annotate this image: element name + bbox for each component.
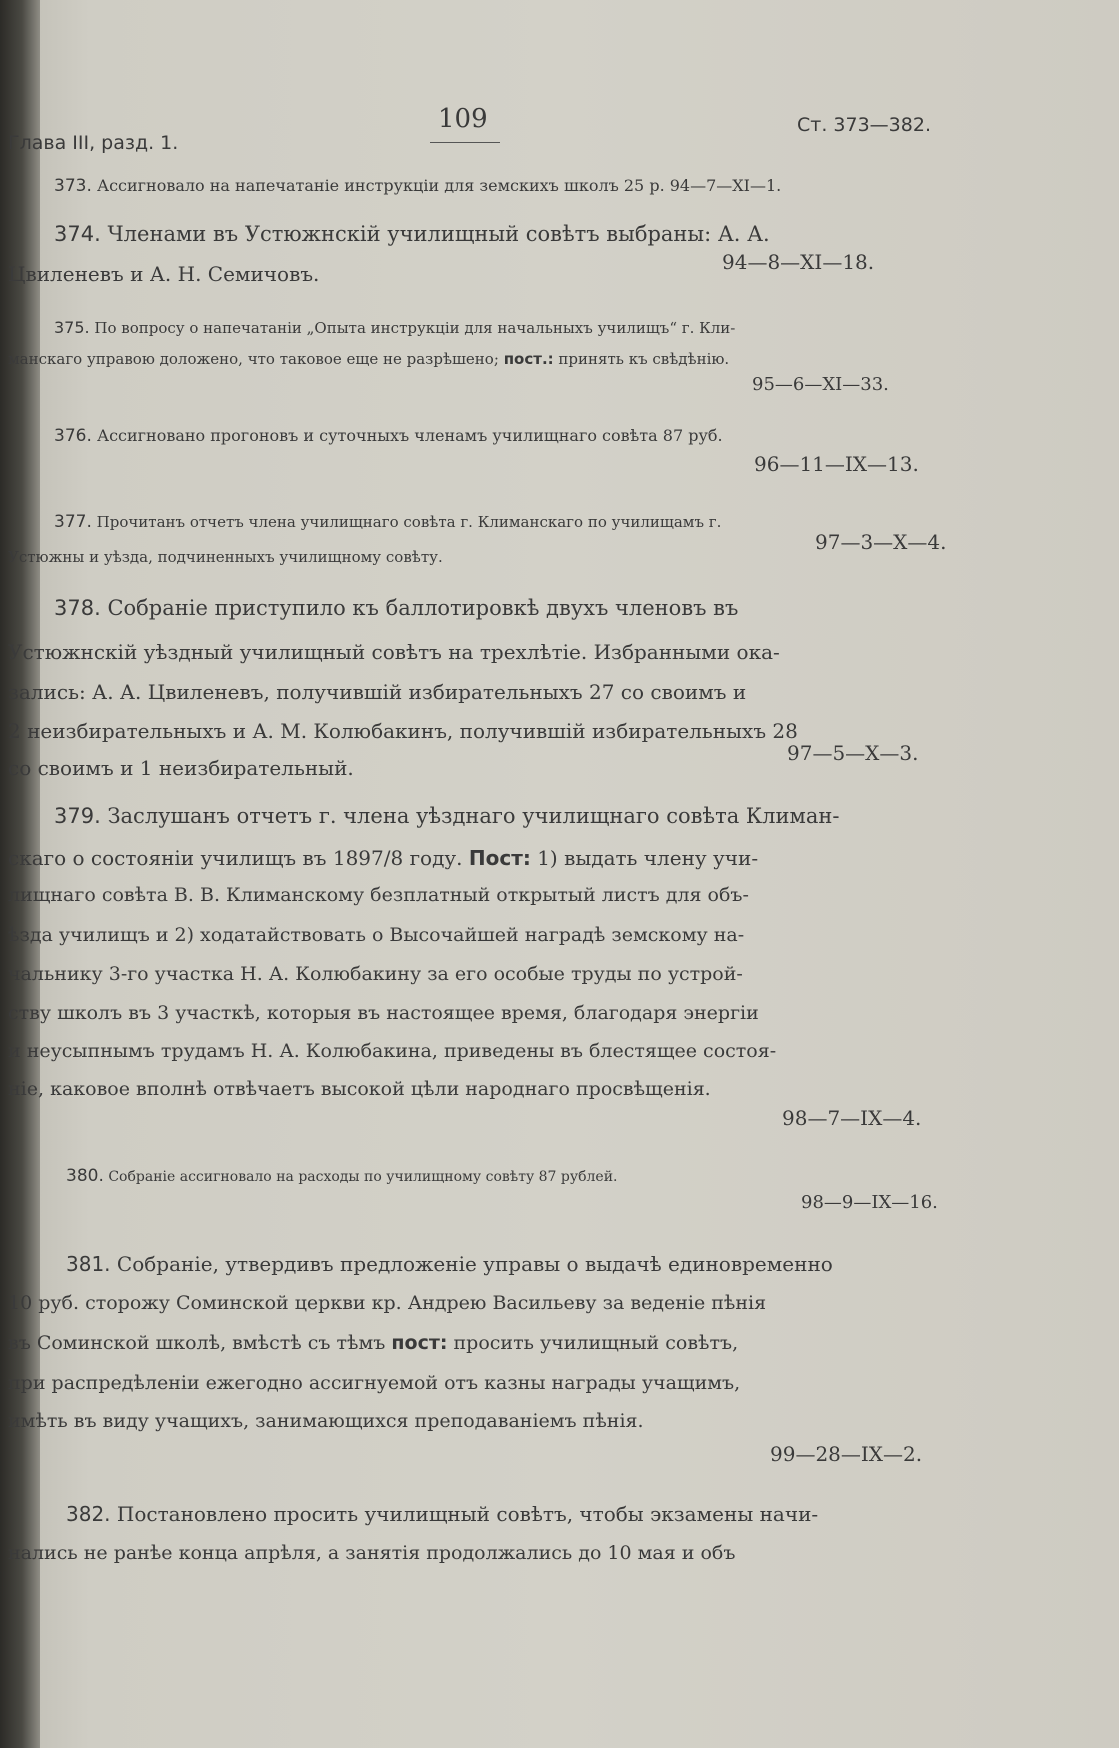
paragraph-line: Прочитанъ отчетъ члена училищнаго совѣта г. Климанскаго по училищамъ г. [96, 513, 722, 531]
reference-379: 98—7—IX—4. [782, 1106, 922, 1130]
paragraph-line: скаго о состояніи училищъ въ 1897/8 году. [8, 846, 463, 870]
paragraph-number: 373. [54, 176, 92, 196]
paragraph-line: Заслушанъ отчетъ г. члена уѣзднаго училищнаго совѣта Климан- [107, 804, 840, 828]
paragraph-line: Ассигновано прогоновъ и суточныхъ членамъ училищнаго совѣта 87 руб. [96, 426, 723, 445]
paragraph-377-line-2: Устюжны и уѣзда, подчиненныхъ училищному совѣту. [8, 548, 443, 566]
paragraph-line: Собраніе, утвердивъ предложеніе управы о выдачѣ единовременно [116, 1252, 833, 1276]
paragraph-number: 381. [66, 1252, 111, 1276]
paragraph-line: въ Соминской школѣ, вмѣстѣ съ тѣмъ [8, 1332, 386, 1354]
paragraph-number: 377. [54, 512, 92, 532]
paragraph-379-line-3: лищнаго совѣта В. В. Климанскому безплатный открытый листъ для объ- [8, 884, 749, 906]
reference-378: 97—5—X—3. [787, 741, 919, 765]
paragraph-378-line-1 [54, 596, 738, 620]
paragraph-number: 378. [54, 596, 101, 620]
paragraph-number: 376. [54, 426, 92, 446]
paragraph-379-line-2 [8, 846, 758, 870]
paragraph-line: просить училищный совѣтъ, [453, 1332, 739, 1354]
paragraph-381-line-4: при распредѣленіи ежегодно ассигнуемой отъ казны награды учащимъ, [8, 1372, 741, 1394]
paragraph-379-line-8: ніе, каковое вполнѣ отвѣчаетъ высокой цѣли народнаго просвѣщенія. [8, 1078, 711, 1100]
paragraph-line: 1) выдать члену учи- [537, 846, 759, 870]
reference-375: 95—6—XI—33. [752, 374, 889, 395]
paragraph-378-line-5: со своимъ и 1 неизбирательный. [8, 756, 354, 780]
paragraph-line: Ассигновало на напечатаніе инструкціи для земскихъ школъ 25 р. 94—7—XI—1. [96, 176, 782, 195]
paragraph-380 [66, 1166, 618, 1186]
reference-376: 96—11—IX—13. [754, 452, 919, 476]
paragraph-379-line-6: ству школъ въ 3 участкѣ, которыя въ настоящее время, благодаря энергіи [8, 1002, 759, 1024]
paragraph-number: 382. [66, 1502, 111, 1526]
reference-377: 97—3—X—4. [815, 530, 947, 554]
article-range: Ст. 373—382. [797, 114, 931, 136]
paragraph-number: 375. [54, 318, 90, 337]
paragraph-381-line-2: 10 руб. сторожу Соминской церкви кр. Андрею Васильеву за веденіе пѣнія [8, 1292, 767, 1314]
paragraph-374-line-1 [54, 222, 770, 246]
resolution-marker: пост.: [503, 350, 554, 368]
paragraph-378-line-3: зались: А. А. Цвиленевъ, получившій избирательныхъ 27 со своимъ и [8, 680, 747, 704]
paragraph-line: Членами въ Устюжнскій училищный совѣтъ выбраны: А. А. [107, 222, 770, 246]
page-number-rule [430, 142, 500, 143]
paragraph-line: манскаго управою доложено, что таковое еще не разрѣшено; [8, 350, 499, 368]
reference-380: 98—9—IX—16. [801, 1192, 938, 1213]
paragraph-378-line-2: Устюжнскій уѣздный училищный совѣтъ на трехлѣтіе. Избранными ока- [8, 640, 780, 664]
paragraph-379-line-5: чальнику 3-го участка Н. А. Колюбакину за его особые труды по устрой- [8, 963, 743, 985]
paragraph-373 [54, 176, 781, 196]
paragraph-379-line-1 [54, 804, 839, 828]
paragraph-line: Собраніе ассигновало на расходы по училищному совѣту 87 рублей. [108, 1169, 618, 1185]
page-number: 109 [438, 104, 488, 134]
paragraph-line: Постановлено просить училищный совѣтъ, чтобы экзамены начи- [116, 1502, 819, 1526]
paragraph-381-line-1 [66, 1252, 833, 1276]
paragraph-line: По вопросу о напечатаніи „Опыта инструкціи для начальныхъ училищъ“ г. Кли- [94, 319, 736, 337]
paragraph-374-line-2: Цвиленевъ и А. Н. Семичовъ. [8, 262, 320, 286]
paragraph-382-line-1 [66, 1502, 818, 1526]
resolution-marker: пост: [391, 1332, 448, 1354]
paragraph-line: Собраніе приступило къ баллотировкѣ двухъ членовъ въ [107, 596, 739, 620]
paragraph-375-line-1 [54, 318, 735, 337]
reference-374: 94—8—XI—18. [722, 250, 875, 274]
resolution-marker: Пост: [468, 846, 531, 870]
paragraph-number: 374. [54, 222, 101, 246]
paragraph-377-line-1 [54, 512, 721, 532]
paragraph-number: 379. [54, 804, 101, 828]
chapter-heading: Глава III, разд. 1. [8, 132, 179, 154]
paragraph-378-line-4: 2 неизбирательныхъ и А. М. Колюбакинъ, получившій избирательныхъ 28 [8, 719, 798, 743]
paragraph-382-line-2: нались не ранѣе конца апрѣля, а занятія продолжались до 10 мая и объ [8, 1542, 736, 1564]
paragraph-381-line-5: имѣть въ виду учащихъ, занимающихся преподаваніемъ пѣнія. [8, 1410, 644, 1432]
reference-381: 99—28—IX—2. [770, 1442, 923, 1466]
paragraph-375-line-2 [8, 350, 729, 368]
paragraph-376 [54, 426, 723, 446]
paragraph-381-line-3 [8, 1332, 738, 1354]
paragraph-line: принять къ свѣдѣнію. [558, 350, 730, 368]
paragraph-379-line-7: и неусыпнымъ трудамъ Н. А. Колюбакина, приведены въ блестящее состоя- [8, 1040, 777, 1062]
paragraph-379-line-4: ѣзда училищъ и 2) ходатайствовать о Высочайшей наградѣ земскому на- [8, 924, 745, 946]
paragraph-number: 380. [66, 1166, 104, 1186]
